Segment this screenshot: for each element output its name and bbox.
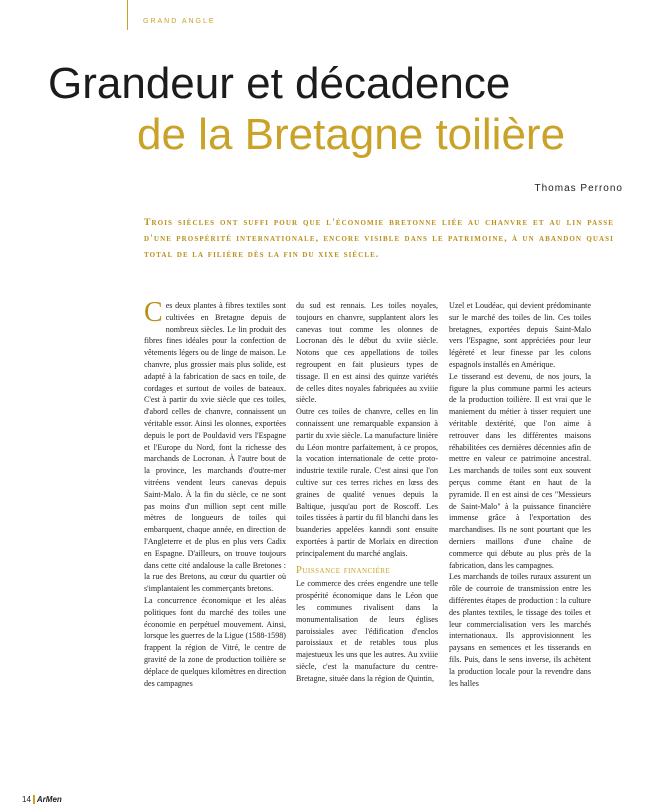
magazine-brand: ArMen	[36, 795, 62, 804]
column-1	[144, 297, 286, 689]
footer-bar	[33, 795, 35, 804]
paragraph: Uzel et Loudéac, qui devient prédominante sur le marché des toiles de lin. Ces toiles bretagnes, exportées depuis Saint-Malo vers l'Espagne, sont appréciées pour leur légèreté et leur finesse par les colons espagnols installés en Amérique.	[449, 301, 591, 369]
paragraph: La concurrence économique et les aléas politiques font du marché des toiles une économie en perpétuel mouvement. Ainsi, lorsque les guerres de la Ligue (1588-1598) frappent la région de Vitré, le centre de gravité de la zone de production toilière se déplace de quelques kilomètres en direction des campagnes	[144, 595, 286, 688]
section-kicker: GRAND ANGLE	[143, 18, 216, 25]
paragraph: Les marchands de toiles ruraux assurent un rôle de courroie de transmission entre les différentes étapes de production : la culture des plantes textiles, le tissage des toiles et leur commercialisation vers les marchés internationaux. Ils approvisionnent les paysans en semences et les tisserands en fils. Puis, dans le sens inverse, ils achètent la production locale pour la revendre dans les halles	[449, 572, 591, 688]
article-body	[144, 297, 616, 770]
page-footer	[22, 795, 62, 804]
column-2	[296, 300, 438, 685]
page-number: 14	[22, 795, 31, 804]
title-line-1: Grandeur et décadence	[48, 59, 511, 108]
paragraph: Le tisserand est devenu, de nos jours, la figure la plus commune parmi les acteurs de la production toilière. Il est vrai que le maniement du métier à tisser requiert une véritable dextérité, que l'on aime à retrouver dans les différentes maisons réhabilitées ces dernières décennies afin de mettre en valeur ce patrimoine ancestral. Les marchands de toiles sont eux souvent perçus comme étant en haut de la pyramide. Il en est ainsi de ces "Messieurs de Saint-Malo" à la puissance financière immense grâce à l'exportation des marchandises. Ils ne sont pourtant que les derniers maillons d'une chaîne de commerce qui débute au plus près de la fabrication, dans les campagnes.	[449, 371, 591, 570]
subheading: Puissance financière	[296, 564, 391, 576]
column-3	[449, 300, 591, 689]
paragraph: Outre ces toiles de chanvre, celles en lin connaissent une remarquable expansion à partir du xvie siècle. La manufacture linière du Léon montre parfaitement, à ce propos, la vocation internationale de cette proto-industrie textile rurale. C'est ainsi que l'on cultive sur ces terres riches en lœss des graines de qualité venues depuis la Baltique, jusqu'au port de Roscoff. Les toiles tissées à partir du fil blanchi dans les buanderies appelées kanndi sont ensuite exportées à partir de Morlaix en direction principalement du marché anglais.	[296, 407, 438, 558]
title-line-2: de la Bretagne toilière	[137, 110, 566, 159]
paragraph	[144, 297, 286, 595]
drop-cap: C	[144, 297, 163, 328]
lead-paragraph: Trois siècles ont suffi pour que l'économie bretonne liée au chanvre et au lin passe d'une prospérité internationale, encore visible dans le patrimoine, à un abandon quasi total de la filière dès la fin du xixe siècle.	[144, 217, 614, 260]
header-rule	[127, 0, 128, 30]
paragraph: du sud est rennais. Les toiles noyales, toujours en chanvre, supplantent alors les canevas tout comme les olonnes de Locronan dès le début du xviie siècle. Notons que ces appellations de toiles regroupent en fait plusieurs types de tissage. Il en est ainsi des quinze variétés de celles dites noyales fabriquées au xviiie siècle.	[296, 301, 438, 405]
author-byline: Thomas Perrono	[534, 183, 623, 194]
paragraph: Le commerce des crées engendre une telle prospérité économique dans le Léon que les communes rivalisent dans la monumentalisation de leurs églises paroissiales avec l'édification d'enclos paroissiaux et de retables tous plus majestueux les uns que les autres. Au xviiie siècle, c'est la manufacture du centre-Bretagne, située dans la région de Quintin,	[296, 579, 438, 683]
paragraph-text: es deux plantes à fibres textiles sont cultivées en Bretagne depuis de nombreux siècles. Le lin produit des fibres fines idéales pour la confection de vêtements légers ou de linge de maison. Le chanvre, plus grossier mais plus solide, est adapté à la fabrication de sacs en toile, de cordages et surtout de voiles de bateaux. C'est à partir du xvie siècle que ces toiles, d'abord celles de chanvre, connaissent un véritable essor. Ainsi les olonnes, exportées depuis le port de Pouldavid vers l'Espagne et l'Europe du Nord, font la richesse des marchands de Locronan. À l'autre bout de la province, les marchands d'outre-mer vitréens vendent leurs canevas depuis Saint-Malo. À la fin du siècle, ce ne sont pas moins d'un million sept cent mille mètres de longueurs de toiles qui embarquent, chaque année, en direction de l'Angleterre et de plus en plus vers Cadix en Espagne. D'ailleurs, on trouve toujours dans cette cité andalouse la calle Bretones : la rue des Bretons, au cœur du quartier où s'implantaient les commerçants bretons.	[144, 301, 286, 594]
